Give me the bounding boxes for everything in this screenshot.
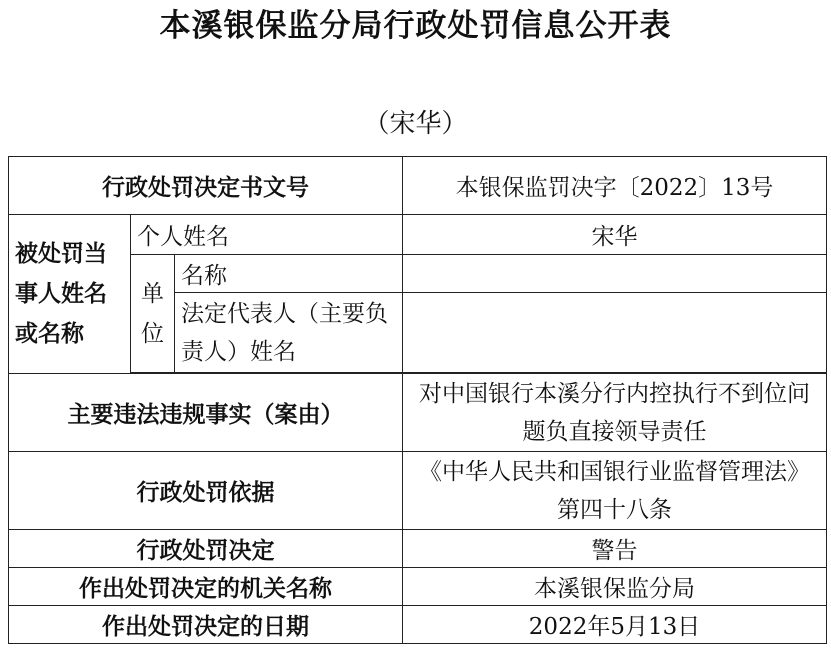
authority-value: 本溪银保监分局 <box>403 568 827 606</box>
individual-name-label: 个人姓名 <box>131 215 403 255</box>
row-decision-number <box>9 157 827 215</box>
row-violation <box>9 374 827 452</box>
violation-value: 对中国银行本溪分行内控执行不到位问题负直接领导责任 <box>403 374 827 452</box>
party-label: 被处罚当事人姓名或名称 <box>9 215 131 374</box>
row-decision <box>9 530 827 568</box>
basis-label: 行政处罚依据 <box>9 452 403 530</box>
legal-rep-value <box>403 293 827 373</box>
unit-name-value <box>403 255 827 293</box>
date-label: 作出处罚决定的日期 <box>9 606 403 644</box>
decision-number-value: 本银保监罚决字〔2022〕13号 <box>403 157 827 215</box>
document-title: 本溪银保监分局行政处罚信息公开表 <box>159 8 672 44</box>
row-date <box>9 606 827 644</box>
authority-label: 作出处罚决定的机关名称 <box>9 568 403 606</box>
row-basis <box>9 452 827 530</box>
row-authority <box>9 568 827 606</box>
date-value: 2022年5月13日 <box>403 606 827 644</box>
legal-rep-label: 法定代表人（主要负责人）姓名 <box>175 293 403 373</box>
decision-value: 警告 <box>403 530 827 568</box>
violation-label: 主要违法违规事实（案由） <box>9 374 403 452</box>
decision-number-label: 行政处罚决定书文号 <box>9 157 403 215</box>
unit-label: 单位 <box>131 255 175 373</box>
individual-name-value: 宋华 <box>403 215 827 255</box>
unit-name-label: 名称 <box>175 255 403 293</box>
document-subtitle: （宋华） <box>363 109 468 139</box>
row-unit-name <box>9 255 827 293</box>
row-individual-name <box>9 215 827 255</box>
penalty-info-table <box>8 156 827 644</box>
decision-label: 行政处罚决定 <box>9 530 403 568</box>
basis-value: 《中华人民共和国银行业监督管理法》第四十八条 <box>403 452 827 530</box>
